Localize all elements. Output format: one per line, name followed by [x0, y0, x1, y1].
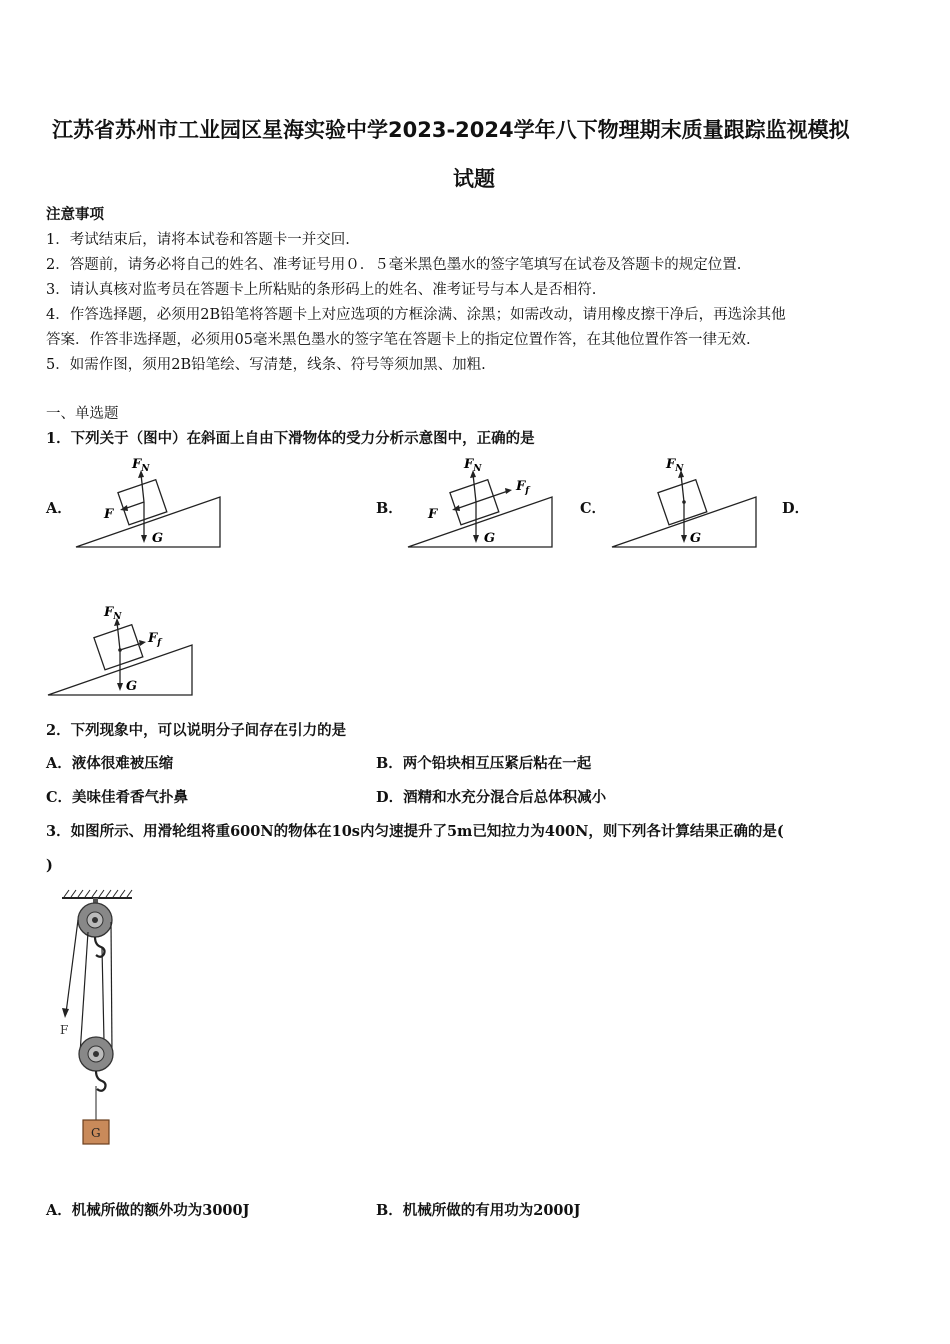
question-3-stem: 3．如图所示、用滑轮组将重600N的物体在10s内匀速提升了5m已知拉力为400N，则下列各计算结果正确的是( [46, 823, 784, 840]
q1-figure-d [44, 600, 204, 700]
force-g-label: G [690, 531, 702, 546]
incline [76, 497, 220, 547]
q1-option-d-label: D． [782, 500, 810, 517]
q2-option-c: C．美味佳肴香气扑鼻 [46, 789, 189, 806]
q1-option-c-label: C． [580, 500, 607, 517]
q1-option-b-label: B． [376, 500, 403, 517]
q2-option-b: B．两个铅块相互压紧后粘在一起 [376, 755, 592, 772]
question-2-stem: 2．下列现象中，可以说明分子间存在引力的是 [46, 722, 347, 739]
force-g-label: G [126, 679, 138, 694]
weight-g-label: G [91, 1126, 101, 1140]
force-ff-label: $F_f$ [516, 479, 530, 496]
q3-option-a: A．机械所做的额外功为3000J [46, 1202, 250, 1219]
document-title-line2: 试题 [453, 167, 495, 191]
q3-pulley-figure [48, 888, 148, 1153]
question-3-stem-end: ) [46, 857, 53, 874]
q3-option-b: B．机械所做的有用功为2000J [376, 1202, 581, 1219]
force-fn-label: $F_N$ [666, 457, 684, 474]
force-f-label: F [428, 507, 438, 522]
q1-option-a-label: A． [46, 500, 72, 517]
hook [96, 1071, 106, 1091]
force-f-label: F [104, 507, 114, 522]
notice-item: 2．答题前，请务必将自己的姓名、准考证号用０．５毫米黑色墨水的签字笔填写在试卷及答题卡的规定位置. [46, 257, 742, 273]
incline [408, 497, 552, 547]
q1-figure-b [404, 452, 564, 552]
force-fn-label: $F_N$ [132, 457, 150, 474]
force-f-label: F [60, 1023, 69, 1037]
force-ff-label: $F_f$ [148, 631, 162, 648]
notice-item: 答案．作答非选择题，必须用05毫米黑色墨水的签字笔在答题卡上的指定位置作答，在其他位置作答一律无效. [46, 332, 751, 348]
notice-item: 5．如需作图，须用2B铅笔绘、写清楚，线条、符号等须加黑、加粗. [46, 357, 486, 373]
q2-option-a: A．液体很难被压缩 [46, 755, 174, 772]
section-heading: 一、单选题 [46, 406, 119, 422]
hook [95, 937, 105, 957]
force-g-label: G [484, 531, 496, 546]
q1-figure-c [608, 452, 768, 552]
force-fn-label: $F_N$ [104, 605, 122, 622]
document-title: 江苏省苏州市工业园区星海实验中学2023-2024学年八下物理期末质量跟踪监视模拟 [52, 118, 850, 142]
notice-heading: 注意事项 [46, 206, 104, 223]
notice-item: 4．作答选择题，必须用2B铅笔将答题卡上对应选项的方框涂满、涂黑；如需改动，请用橡皮擦干净后，再选涂其他 [46, 307, 786, 323]
q1-figure-a [72, 452, 232, 552]
q2-option-d: D．酒精和水充分混合后总体积减小 [376, 789, 607, 806]
force-fn-label: $F_N$ [464, 457, 482, 474]
force-g-label: G [152, 531, 164, 546]
notice-item: 3．请认真核对监考员在答题卡上所粘贴的条形码上的姓名、准考证号与本人是否相符. [46, 282, 597, 298]
notice-item: 1．考试结束后，请将本试卷和答题卡一并交回. [46, 232, 350, 248]
question-1-stem: 1．下列关于（图中）在斜面上自由下滑物体的受力分析示意图中，正确的是 [46, 430, 535, 447]
